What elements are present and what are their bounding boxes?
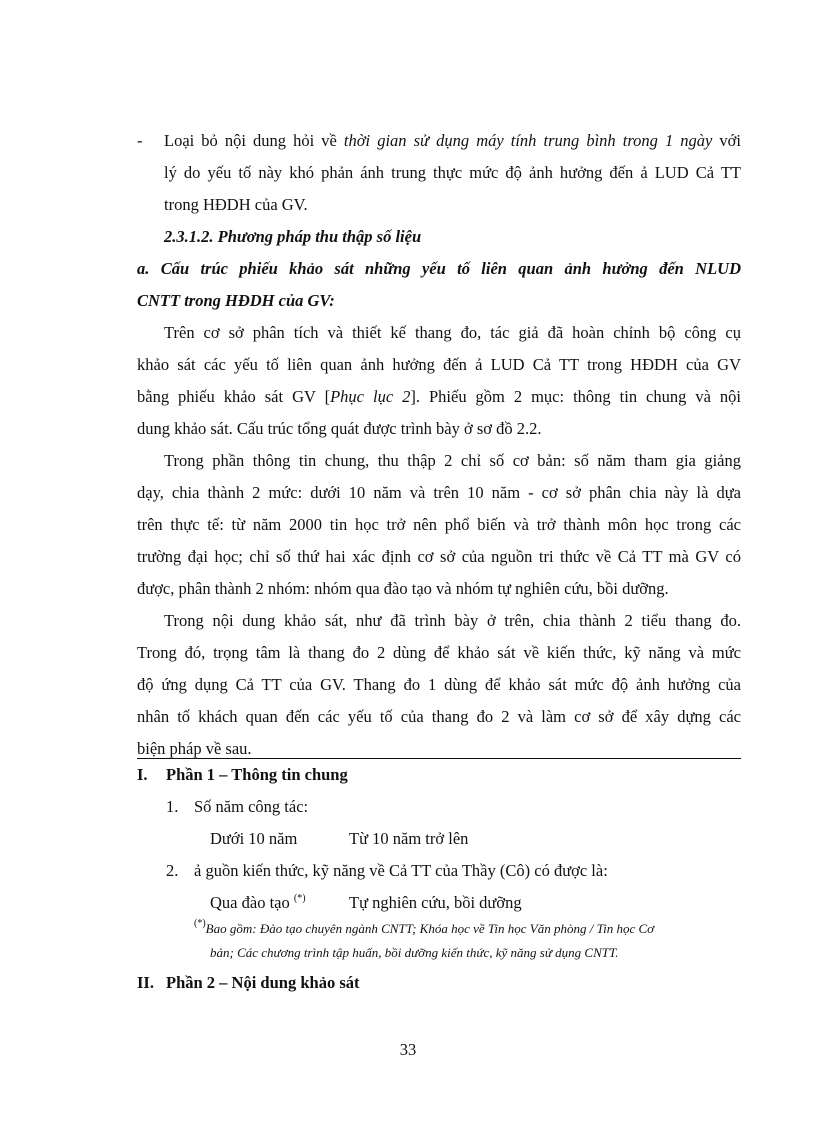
para2-line-5: được, phân thành 2 nhóm: nhóm qua đào tạo và nhóm tự nghiên cứu, bồi dưỡng. (137, 579, 669, 598)
para1-line-3: bằng phiếu khảo sát GV [Phục lục 2]. Phiếu gồm 2 mục: thông tin chung và nội (137, 387, 741, 406)
bullet-line-2: lý do yếu tố này khó phản ánh trung thực mức độ ảnh hưởng đến ả LUD Cả TT (164, 163, 741, 182)
footnote-line-2: bản; Các chương trình tập huấn, bồi dưỡng kiến thức, kỹ năng sử dụng CNTT. (210, 945, 619, 960)
para2-line-4: trường đại học; chỉ số thứ hai xác định cơ sở của nguồn tri thức về Cả TT mà GV có (137, 547, 741, 566)
para1-line-4: dung khảo sát. Cấu trúc tổng quát được trình bày ở sơ đồ 2.2. (137, 419, 542, 438)
q2-option-1: Qua đào tạo (*) (210, 893, 306, 912)
para2-line-1: Trong phần thông tin chung, thu thập 2 chỉ số cơ bản: số năm tham gia giảng (164, 451, 741, 470)
para1-line-1: Trên cơ sở phân tích và thiết kế thang đo, tác giả đã hoàn chỉnh bộ công cụ (164, 323, 741, 342)
footnote-marker: (*) (293, 893, 306, 904)
para2-line-3: trên thực tế: từ năm 2000 tin học trở nên phổ biến và trở thành môn học trong các (137, 515, 741, 534)
q2-option-2: Tự nghiên cứu, bồi dưỡng (349, 893, 522, 912)
bullet-marker: - (137, 131, 143, 150)
bullet-line-3: trong HĐDH của GV. (164, 195, 308, 214)
para1-line-2: khảo sát các yếu tố liên quan ảnh hưởng đến ả LUD Cả TT trong HĐDH của GV (137, 355, 741, 374)
q1-option-2: Từ 10 năm trở lên (349, 829, 469, 848)
q1-number: 1. (166, 797, 179, 816)
subheading-line-1: a. Cấu trúc phiếu khảo sát những yếu tố liên quan ảnh hưởng đến NLUD (137, 259, 741, 278)
para3-line-3: độ ứng dụng Cả TT của GV. Thang đo 1 dùng để khảo sát mức độ ảnh hưởng của (137, 675, 741, 694)
part1-number: I. (137, 765, 148, 784)
subheading-line-2: CNTT trong HĐDH của GV: (137, 291, 335, 310)
para3-line-5: biện pháp về sau. (137, 739, 252, 758)
para3-line-2: Trong đó, trọng tâm là thang đo 2 dùng để khảo sát về kiến thức, kỹ năng và mức (137, 643, 741, 662)
part2-title: Phần 2 – Nội dung khảo sát (166, 973, 360, 992)
part1-title: Phần 1 – Thông tin chung (166, 765, 348, 784)
section-divider (137, 758, 741, 759)
part2-number: II. (137, 973, 154, 992)
para2-line-2: dạy, chia thành 2 mức: dưới 10 năm và trên 10 năm - cơ sở phân chia này là dựa (137, 483, 741, 502)
footnote-line-1: (*)Bao gồm: Đào tạo chuyên ngành CNTT; Khóa học về Tin học Văn phòng / Tin học Cơ (194, 918, 655, 936)
q2-number: 2. (166, 861, 179, 880)
bullet-line-1: Loại bỏ nội dung hỏi về thời gian sử dụng máy tính trung bình trong 1 ngày với (164, 131, 741, 150)
section-heading: 2.3.1.2. Phương pháp thu thập số liệu (164, 227, 422, 246)
q2-text: ả guồn kiến thức, kỹ năng về Cả TT của Thầy (Cô) có được là: (194, 861, 608, 880)
page-number: 33 (399, 1040, 417, 1059)
para3-line-1: Trong nội dung khảo sát, như đã trình bày ở trên, chia thành 2 tiểu thang đo. (164, 611, 741, 630)
q1-text: Số năm công tác: (194, 797, 309, 816)
para3-line-4: nhân tố khách quan đến các yếu tố của thang đo 2 và làm cơ sở để xây dựng các (137, 707, 741, 726)
q1-option-1: Dưới 10 năm (210, 829, 298, 848)
